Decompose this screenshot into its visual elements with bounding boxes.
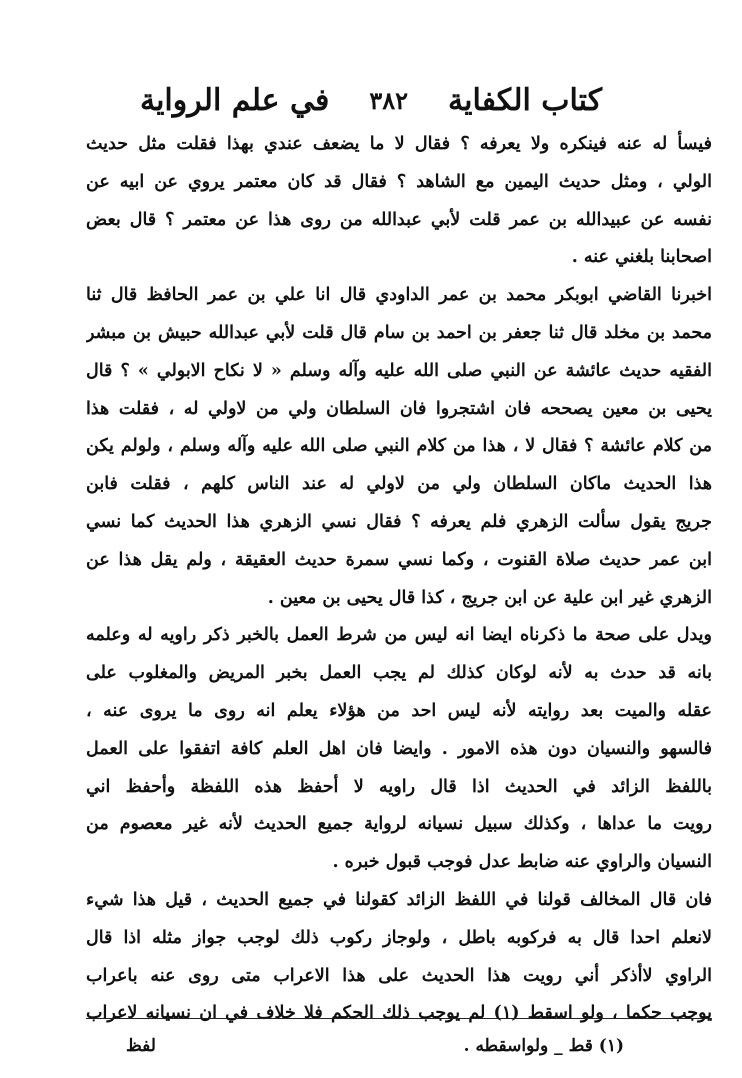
footnote-divider (86, 1018, 712, 1019)
body-text (86, 126, 712, 1033)
text-line: نفسه عن عبيدالله بن عمر قلت لأبي عبدالله من روى هذا عن معتمر ؟ قال بعض (86, 209, 712, 230)
text-line: فيسأ له عنه فينكره ولا يعرفه ؟ فقال لا ما يضعف عندي بهذا فقلت مثل حديث (86, 134, 712, 154)
text-line: الولي ، ومثل حديث اليمين مع الشاهد ؟ فقال قد كان معتمر يروي عن ابيه عن (86, 171, 712, 192)
text-line: من كلام عائشة ؟ فقال لا ، هذا من كلام النبي صلى الله عليه وآله وسلم ، ولولم يكن (86, 436, 712, 457)
text-line: لانعلم احدا قال به فركوبه باطل ، ولوجاز ركوب ذلك لوجب جواز مثله اذا قال (86, 927, 712, 948)
text-line: يوجب حكما ، ولو اسقط (١) لم يوجب ذلك الحكم فلا خلاف في ان نسيانه لاعراب (86, 1003, 712, 1024)
text-line: جريج يقول سألت الزهري فلم يعرفه ؟ فقال نسي الزهري هذا الحديث كما نسي (86, 511, 712, 532)
text-line: اخبرنا القاضي ابوبكر محمد بن عمر الداودي قال انا علي بن عمر الحافظ قال ثنا (86, 285, 712, 306)
text-line: الراوي لاأذكر أني رويت هذا الحديث على هذا الاعراب متى روى عنه باعراب (86, 965, 712, 986)
text-line: فالسهو والنسيان دون هذه الامور . وايضا فان اهل العلم كافة اتفقوا على العمل (86, 738, 712, 759)
text-line: رويت ما عداها ، وكذلك سبيل نسيانه لرواية جميع الحديث لأنه غير معصوم من (86, 814, 712, 835)
page-header (140, 78, 602, 122)
text-line: اصحابنا بلغني عنه . (571, 247, 712, 268)
text-line: فان قال المخالف قولنا في اللفظ الزائد كقولنا في جميع الحديث ، قيل هذا شيء (86, 889, 712, 910)
text-line: باللفظ الزائد في الحديث اذا قال راويه لا أحفظ هذه اللفظة وأحفظ اني (86, 776, 712, 797)
text-line: الفقيه حديث عائشة عن النبي صلى الله عليه وآله وسلم « لا نكاح الابولي » ؟ قال (86, 360, 712, 381)
text-line: الزهري غير ابن علية عن ابن جريج ، كذا قال يحيى بن معين . (267, 587, 712, 608)
text-line: يحيى بن معين يصححه فان اشتجروا فان السلطان ولي من لاولي له ، فقلت هذا (86, 398, 712, 419)
text-line: هذا الحديث ماكان السلطان ولي من لاولي له عند الناس كلهم ، فقلت فابن (86, 474, 712, 495)
page-subject: في علم الرواية (140, 82, 330, 118)
text-line: عقله والميت بعد روايته لأنه ليس احد من هؤلاء يعلم انه روى ما يروى عنه ، (86, 700, 712, 721)
footnote (126, 1030, 624, 1062)
page-number: ٣٨٢ (369, 85, 409, 115)
text-line: ويدل على صحة ما ذكرناه ايضا انه ليس من شرط العمل بالخبر ذكر راويه له وعلمه (86, 625, 712, 646)
footnote-text: (١) قط _ ولواسقطه . (463, 1036, 624, 1056)
text-line: النسيان والراوي عنه ضابط عدل فوجب قبول خبره . (332, 852, 712, 873)
book-title: كتاب الكفاية (448, 82, 602, 118)
text-line: بانه قد حدث به لأنه لوكان كذلك لم يجب العمل بخبر المريض والمغلوب على (86, 663, 712, 684)
footnote-side-word: لفظ (126, 1036, 156, 1056)
text-line: محمد بن مخلد قال ثنا جعفر بن احمد بن سام قال قلت لأبي عبدالله حبيش بن مبشر (86, 322, 712, 343)
text-line: ابن عمر حديث صلاة القنوت ، وكما نسي سمرة حديث العقيقة ، ولم يقل هذا عن (86, 549, 712, 570)
